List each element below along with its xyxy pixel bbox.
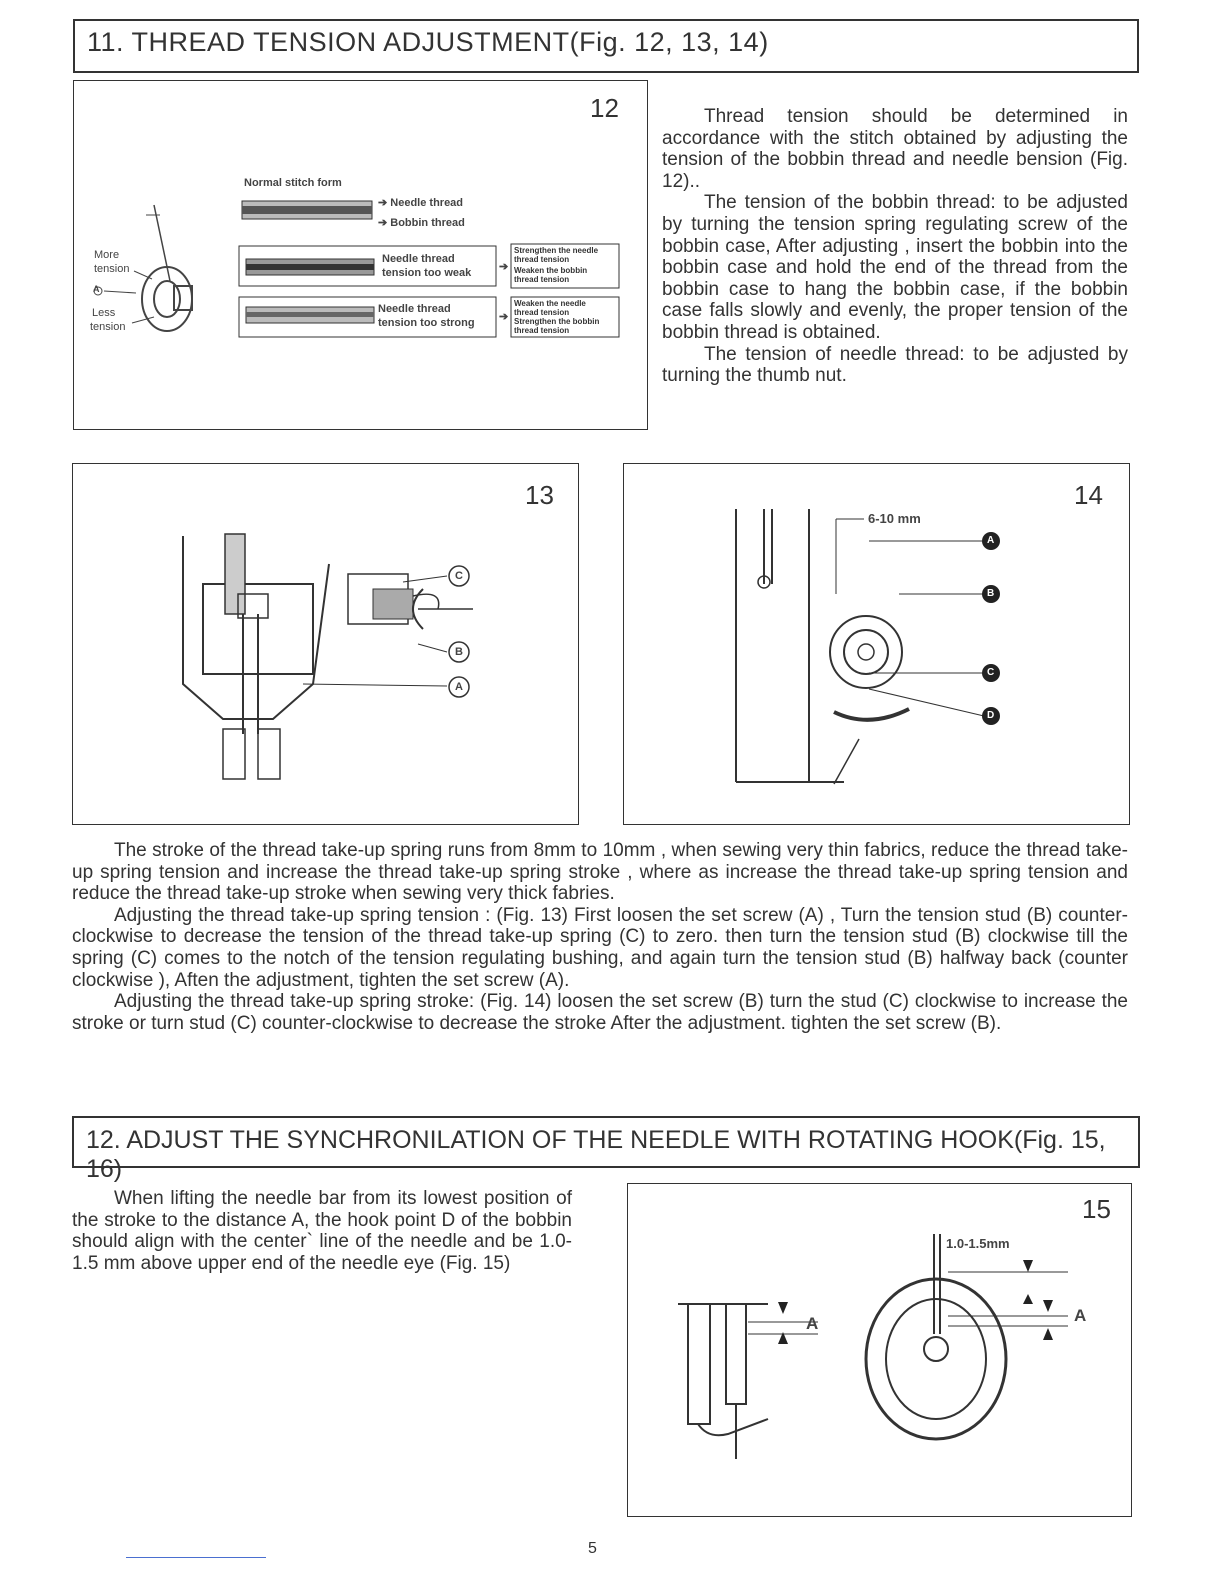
- footer-rule: [126, 1557, 266, 1558]
- label-d: D: [987, 710, 995, 721]
- section-11-take-up-text: [72, 840, 1128, 1034]
- paragraph: The tension of the bobbin thread: to be adjusted by turning the tension spring regulating screw of the bobbin case, After adjusting , insert the bobbin into the bobbin case and hold the end of the thread from the bobbin case to hang the bobbin case, if the bobbin case falls slowly and evenly, the proper tension of the bobbin thread is obtained.: [662, 192, 1128, 343]
- needle-thread-label: ➔ Needle thread: [378, 197, 464, 209]
- label-a: A: [987, 535, 995, 546]
- paragraph: When lifting the needle bar from its lowest position of the stroke to the distance A, the hook point D of the bobbin should align with the center` line of the needle and be 1.0-1.5 mm above upper end of the needle eye (Fig. 15): [72, 1188, 572, 1274]
- more-label: More: [94, 249, 120, 261]
- bobbin-thread-label: ➔ Bobbin thread: [378, 217, 465, 229]
- a-label: A: [93, 284, 100, 294]
- box2-line-d: thread tension: [514, 326, 570, 335]
- less-label: Less: [92, 307, 116, 319]
- arrow-2: ➔: [499, 311, 509, 323]
- label-a: A: [455, 681, 463, 693]
- box2-line-b: thread tension: [514, 308, 570, 317]
- label-c: C: [987, 667, 995, 678]
- box2-line-c: Strengthen the bobbin: [514, 317, 600, 326]
- figure-15-number: 15: [1082, 1194, 1111, 1224]
- section-11-title: 11. THREAD TENSION ADJUSTMENT(Fig. 12, 13, 14): [87, 27, 769, 57]
- box1-line-b: thread tension: [514, 255, 570, 264]
- box1-line-c: Weaken the bobbin: [514, 266, 588, 275]
- box2-line-a: Weaken the needle: [514, 299, 586, 308]
- strong-label-1: Needle thread: [378, 303, 451, 315]
- figure-12-number: 12: [590, 93, 619, 123]
- normal-stitch-label: Normal stitch form: [244, 177, 342, 189]
- weak-label-1: Needle thread: [382, 253, 455, 265]
- paragraph: The stroke of the thread take-up spring runs from 8mm to 10mm , when sewing very thin fabrics, reduce the thread take-up spring tension and increase the thread take-up spring stroke , where as increase the thread take-up spring tension and reduce the thread take-up stroke when sewing very thick fabries.: [72, 840, 1128, 905]
- section-11-intro-text: [662, 106, 1128, 387]
- section-12-text: [72, 1188, 572, 1274]
- arrow-1: ➔: [499, 261, 509, 273]
- weak-label-2: tension too weak: [382, 267, 472, 279]
- label-c: C: [455, 570, 463, 582]
- section-12-header: [72, 1116, 1140, 1183]
- figure-13-number: 13: [525, 480, 554, 510]
- paragraph: Adjusting the thread take-up spring stroke: (Fig. 14) loosen the set screw (B) turn the stud (C) clockwise to increase the stroke or turn stud (C) counter-clockwise to decrease the stroke After the adjustment. tighten the set screw (B).: [72, 991, 1128, 1034]
- figure-14-number: 14: [1074, 480, 1103, 510]
- label-a-left: A: [806, 1314, 819, 1333]
- paragraph: Adjusting the thread take-up spring tension : (Fig. 13) First loosen the set screw (A) , Turn the tension stud (B) counter-clockwise to decrease the tension of the thread take-up spring (C) to zero. then turn the tension stud (B) clockwise till the spring (C) comes to the notch of the tension regulating bushing, and again turn the tension stud (B) halfway back (counter clockwise ), Aften the adjustment, tighten the set screw (A).: [72, 904, 1128, 991]
- paragraph: Thread tension should be determined in accordance with the stitch obtained by adjusting the tension of the bobbin thread and needle bension (Fig. 12)..: [662, 106, 1128, 192]
- more-tension-label: tension: [94, 263, 130, 275]
- section-11-header: [73, 19, 1139, 73]
- figure-13: [72, 463, 579, 825]
- section-12-title: 12. ADJUST THE SYNCHRONILATION OF THE NEEDLE WITH ROTATING HOOK(Fig. 15, 16): [86, 1126, 1106, 1183]
- strong-label-2: tension too strong: [378, 317, 475, 329]
- label-b: B: [455, 646, 463, 658]
- dimension-label: 1.0-1.5mm: [946, 1236, 1010, 1251]
- figure-14: [623, 463, 1130, 825]
- label-a-right: A: [1074, 1306, 1087, 1325]
- box1-line-d: thread tension: [514, 275, 570, 284]
- less-tension-label: tension: [90, 321, 126, 333]
- figure-12: [73, 80, 648, 430]
- dimension-label: 6-10 mm: [868, 511, 921, 526]
- figure-15-drawing: [628, 1184, 1131, 1516]
- figure-15: [627, 1183, 1132, 1517]
- paragraph: The tension of needle thread: to be adjusted by turning the thumb nut.: [662, 343, 1128, 387]
- figure-13-drawing: [73, 464, 578, 824]
- box1-line-a: Strengthen the needle: [514, 246, 599, 255]
- label-b: B: [987, 588, 995, 599]
- page-number: 5: [588, 1540, 597, 1557]
